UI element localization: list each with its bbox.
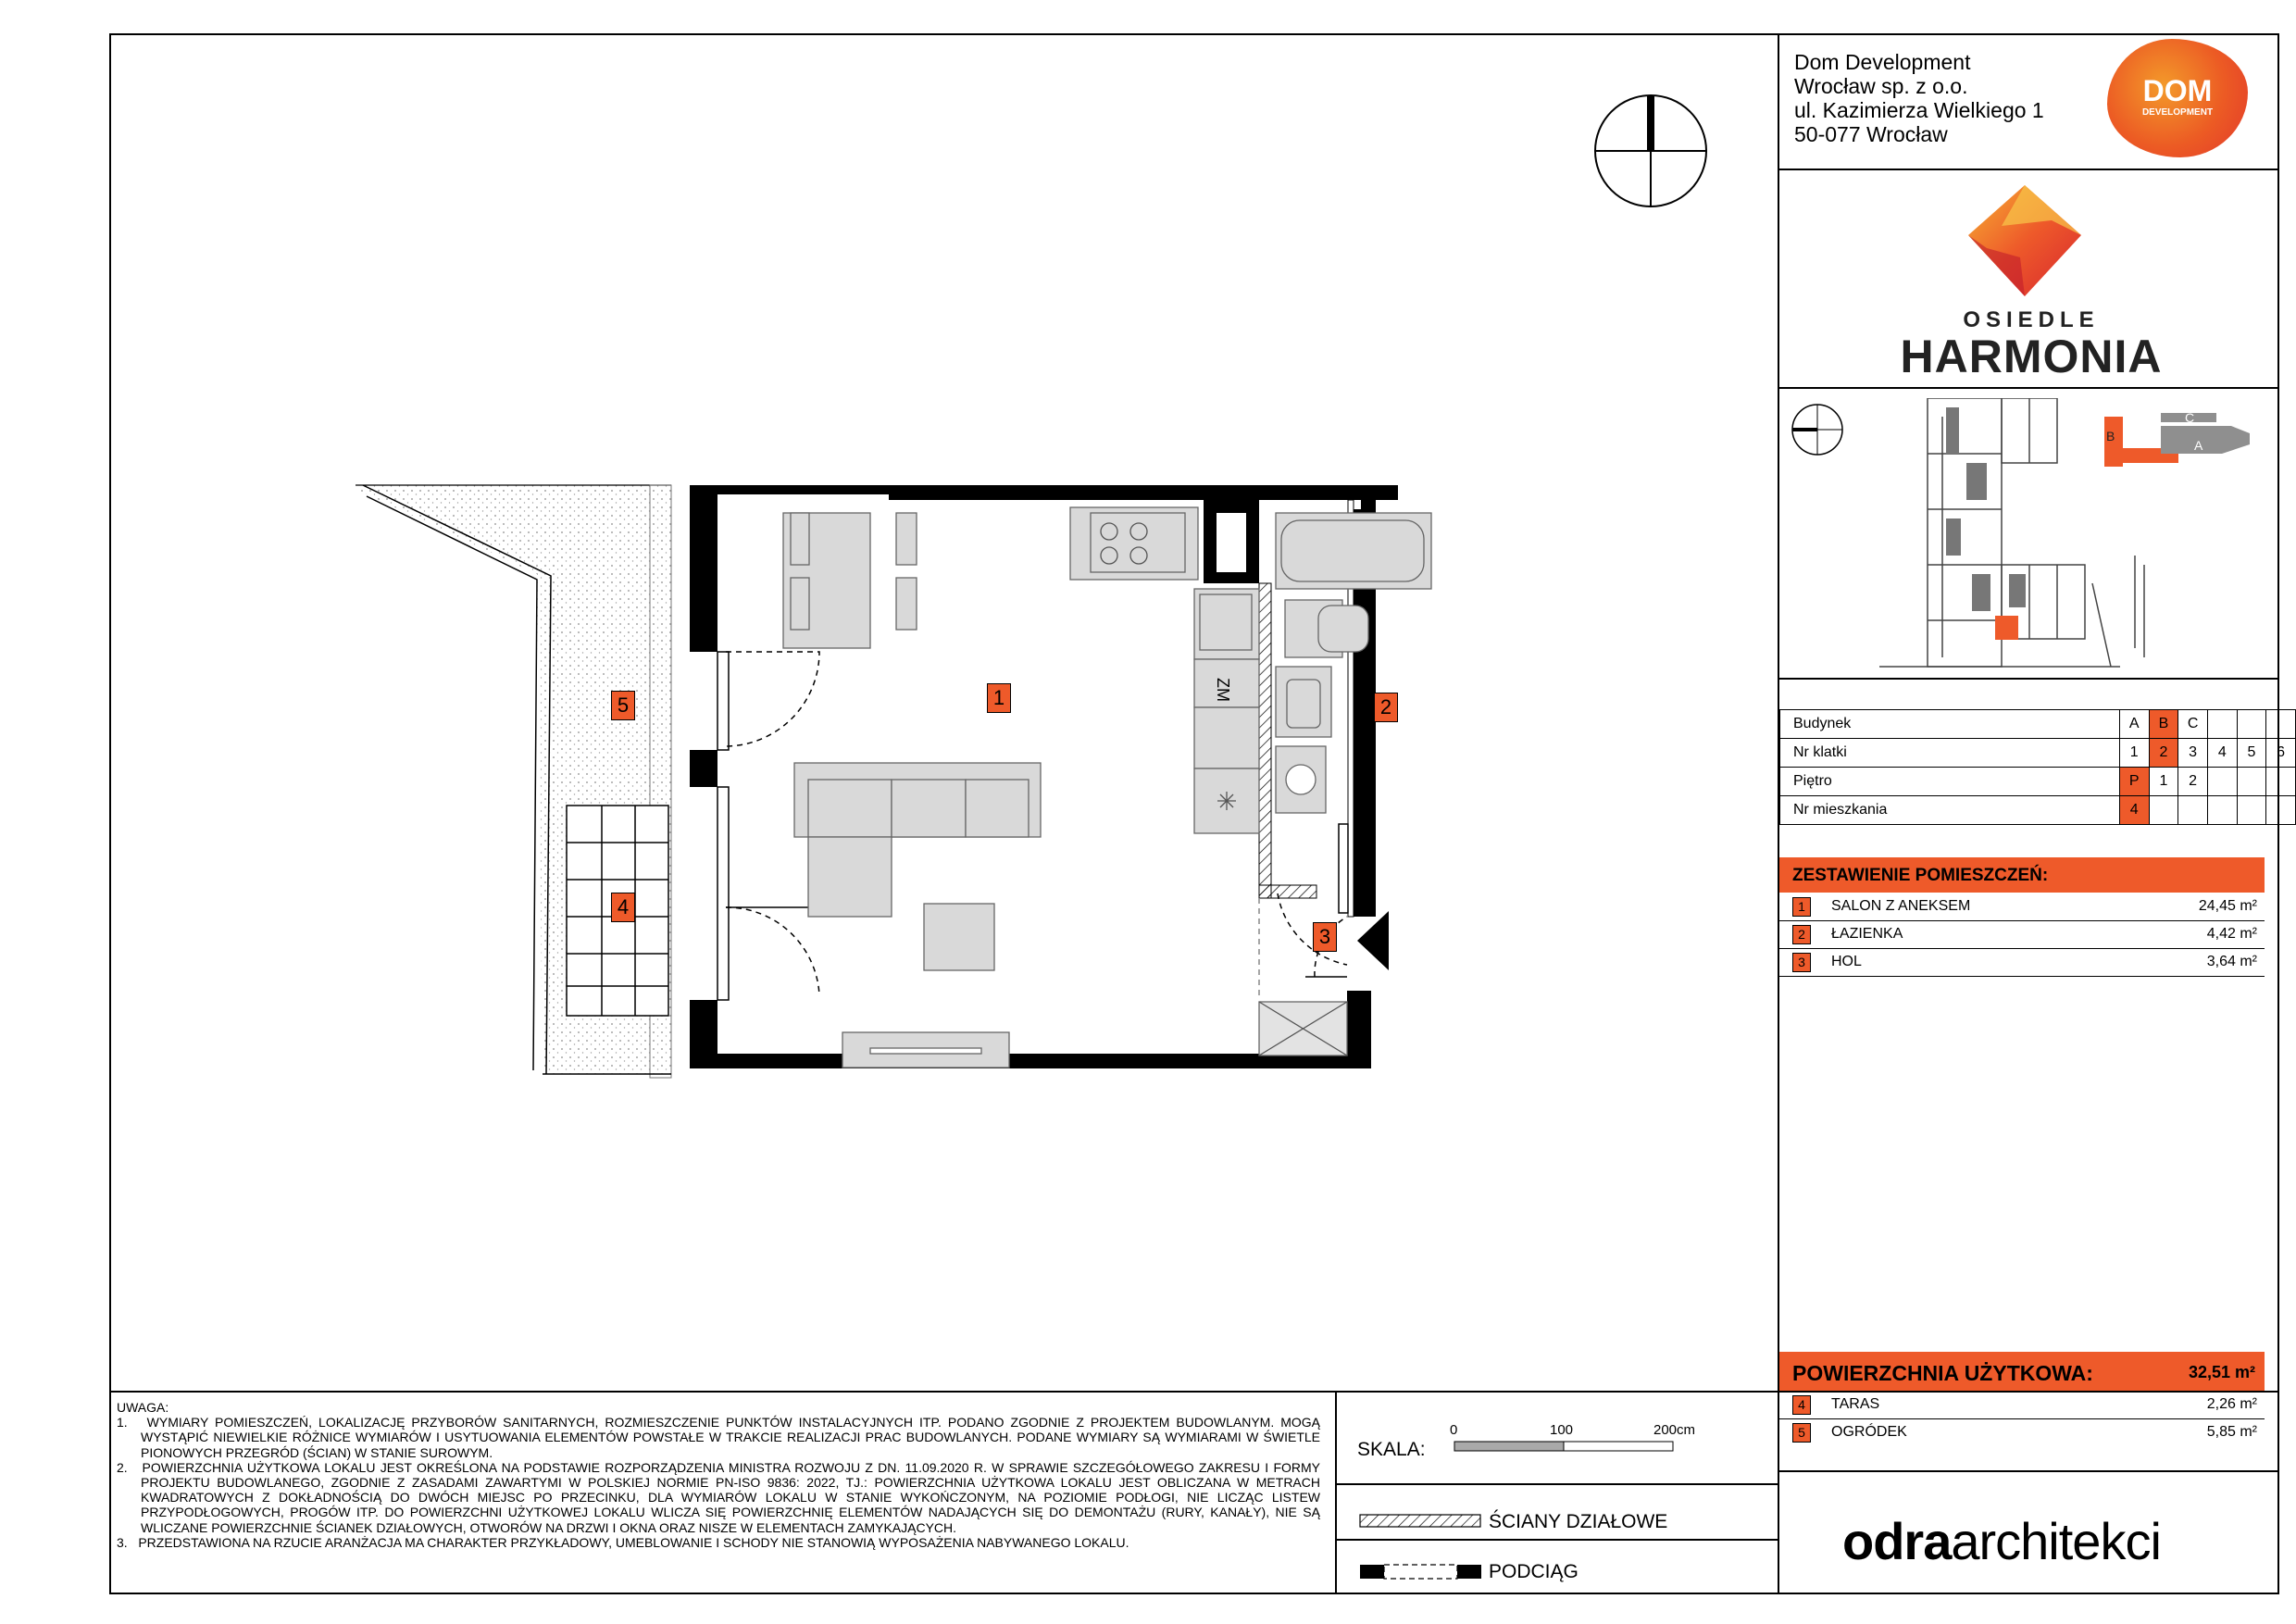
harmonia-logo-icon	[1965, 183, 2085, 300]
rooms-header-text: ZESTAWIENIE POMIESZCZEŃ:	[1792, 866, 2049, 885]
architect-logo-light: architekci	[1951, 1512, 2161, 1570]
room-area: 24,45 m²	[2198, 898, 2257, 914]
selector-row-floor	[1780, 768, 2296, 796]
selector-cell: 1	[2149, 768, 2178, 796]
selector-cell: 5	[2237, 739, 2266, 768]
selector-label: Nr klatki	[1780, 739, 2120, 768]
selector-cell	[2149, 796, 2178, 825]
selector-cell	[2207, 710, 2237, 739]
selector-cell: 3	[2178, 739, 2208, 768]
scale-bar	[1454, 1441, 1676, 1454]
company-city: 50-077 Wrocław	[1794, 122, 1948, 146]
extra-row	[1779, 1418, 2265, 1446]
sidebar-line-keyplan	[1778, 678, 2279, 680]
entrance-arrow-icon	[1357, 911, 1389, 970]
key-plan-north-arrow-icon	[1792, 405, 1842, 455]
key-plan-label-b: B	[2106, 429, 2115, 443]
selector-cell	[2178, 796, 2208, 825]
selector-cell-active: 4	[2119, 796, 2149, 825]
floor-plan	[352, 472, 1500, 1120]
selector-cell: A	[2119, 710, 2149, 739]
selector-cell	[2266, 796, 2296, 825]
key-plan	[1787, 398, 2268, 676]
scale-tick-100: 100	[1550, 1422, 1574, 1438]
sidebar-line-company	[1778, 169, 2279, 170]
legend-walls-label: ŚCIANY DZIAŁOWE	[1489, 1511, 1668, 1532]
room-name: ŁAZIENKA	[1831, 926, 1903, 942]
plan-zm-label: ZM	[1214, 678, 1232, 702]
sidebar-line-extra	[1778, 1470, 2279, 1472]
architect-logo	[1842, 1511, 2161, 1571]
selector-cell-active: 2	[2149, 739, 2178, 768]
scale-legend-divider	[1335, 1483, 1779, 1485]
selector-cell	[2207, 796, 2237, 825]
rooms-header	[1779, 857, 2265, 893]
room-name: SALON Z ANEKSEM	[1831, 898, 1971, 914]
selector-cell	[2237, 796, 2266, 825]
selector-cell: C	[2178, 710, 2208, 739]
selector-cell	[2237, 710, 2266, 739]
selector-row-staircase	[1780, 739, 2296, 768]
scale-tick-0: 0	[1450, 1422, 1458, 1438]
selector-row-building	[1780, 710, 2296, 739]
selector-label: Nr mieszkania	[1780, 796, 2120, 825]
selector-label: Piętro	[1780, 768, 2120, 796]
furniture	[783, 507, 1431, 1068]
usable-area-label: POWIERZCHNIA UŻYTKOWA:	[1792, 1361, 2093, 1385]
company-street: ul. Kazimierza Wielkiego 1	[1794, 98, 2044, 122]
north-arrow-icon	[1591, 91, 1711, 211]
extra-row	[1779, 1391, 2265, 1419]
note-item: 3. PRZEDSTAWIONA NA RZUCIE ARANŻACJA MA CHARAKTER PRZYKŁADOWY, UMEBLOWANIE I SCHODY NIE STANOWIĄ WYPOSAŻENIA NABYWANEGO LOKALU.	[117, 1534, 1129, 1550]
plan-tag-4: 4	[611, 893, 635, 922]
selector-cell	[2237, 768, 2266, 796]
selector-cell: 2	[2178, 768, 2208, 796]
note-item: 1. WYMIARY POMIESZCZEŃ, LOKALIZACJĘ PRZYBORÓW SANITARNYCH, ROZMIESZCZENIE PUNKTÓW INSTALACYJNYCH ITP. PODANO ZGODNIE Z PROJEKTEM BUDOWLANYM. MOGĄ WYSTĄPIĆ NIEWIELKIE RÓŻNICE WYMIARÓW I USYTUOWANIA ELEMENTÓW POWSTAŁE W TRAKCIE REALIZACJI PRAC BUDOWLANYCH. PODANE WYMIARY SĄ WYMIARAMI W ŚWIETLE PIONOWYCH PRZEGRÓD (ŚCIAN) W STANIE SUROWYM.	[117, 1415, 1320, 1460]
selector-cell	[2266, 710, 2296, 739]
notes-block	[117, 1400, 1320, 1550]
selector-label: Budynek	[1780, 710, 2120, 739]
beam-legend-icon	[1359, 1563, 1483, 1581]
usable-area-bar	[1779, 1352, 2265, 1391]
room-area: 3,64 m²	[2206, 954, 2257, 969]
scale-tick-200: 200cm	[1653, 1422, 1696, 1438]
extra-area: 2,26 m²	[2206, 1396, 2257, 1412]
notes-divider	[109, 1391, 1779, 1393]
dom-development-logo	[2107, 39, 2248, 157]
architect-logo-bold: odra	[1842, 1512, 1952, 1570]
extra-name: TARAS	[1831, 1396, 1880, 1412]
key-plan-label-c: C	[2185, 410, 2195, 425]
company-name: Dom Development	[1794, 50, 1971, 74]
partition-wall-legend-icon	[1359, 1513, 1483, 1530]
project-name-small: OSIEDLE	[1963, 307, 2100, 332]
company-line2: Wrocław sp. z o.o.	[1794, 74, 1968, 98]
selector-cell: 6	[2266, 739, 2296, 768]
selector-cell: 4	[2207, 739, 2237, 768]
legend-beam-label: PODCIĄG	[1489, 1561, 1578, 1582]
room-area: 4,42 m²	[2206, 926, 2257, 942]
plan-tag-1: 1	[987, 683, 1011, 713]
logo-subtext: DEVELOPMENT	[2141, 107, 2214, 118]
selector-cell-active: P	[2119, 768, 2149, 796]
extra-num: 5	[1792, 1423, 1811, 1443]
selector-cell: 1	[2119, 739, 2149, 768]
notes-title: UWAGA:	[117, 1400, 169, 1415]
selector-cell	[2207, 768, 2237, 796]
selector-row-apartment	[1780, 796, 2296, 825]
company-address	[1794, 50, 2044, 146]
plan-tag-3: 3	[1313, 922, 1337, 952]
project-name-big: HARMONIA	[1900, 331, 2163, 382]
usable-area-value: 32,51 m²	[2188, 1363, 2255, 1381]
logo-text: DOM	[2142, 74, 2213, 107]
note-item: 2. POWIERZCHNIA UŻYTKOWA LOKALU JEST OKREŚLONA NA PODSTAWIE ROZPORZĄDZENIA MINISTRA ROZWOJU Z DN. 11.09.2020 R. W SPRAWIE SZCZEGÓŁOWEGO ZAKRESU I FORMY PROJEKTU BUDOWLANEGO, ZGODNIE Z ZASADAMI ZAWARTYMI W POLSKIEJ NORMIE PN-ISO 9836: 2022, TJ.: POWIERZCHNIA UŻYTKOWA LOKALU JEST OBLICZANA W METRACH KWADRATOWYCH Z DOKŁADNOŚCIĄ DO DWÓCH MIEJSC PO PRZECINKU, DLA WYMIARÓW LOKALU W STANIE WYKOŃCZONYM, NA POZIOMIE PODŁOGI, NIE LICZĄC LISTEW PRZYPODŁOGOWYCH, PROGÓW ITP. DO POWIERZCHNI UŻYTKOWEJ LOKALU WLICZA SIĘ POWIERZCHNIĘ ELEMENTÓW NADAJĄCYCH SIĘ DO DEMONTAŻU (RURY, KANAŁY), NIE SĄ WLICZANE POWIERZCHNIE ŚCIANEK DZIAŁOWYCH, OTWORÓW NA DRZWI I OKNA ORAZ NISZE W ELEMENTACH ZAMYKAJĄCYCH.	[117, 1459, 1320, 1535]
legend-divider	[1335, 1539, 1779, 1541]
extra-name: OGRÓDEK	[1831, 1424, 1907, 1440]
extra-num: 4	[1792, 1395, 1811, 1415]
room-row	[1779, 893, 2265, 921]
selector-cell-active: B	[2149, 710, 2178, 739]
plan-tag-5: 5	[611, 691, 635, 720]
key-plan-label-a: A	[2194, 438, 2203, 453]
room-num: 3	[1792, 953, 1811, 972]
room-num: 1	[1792, 897, 1811, 917]
extra-area: 5,85 m²	[2206, 1424, 2257, 1440]
scale-divider	[1335, 1391, 1337, 1594]
plan-tag-2: 2	[1374, 693, 1398, 722]
room-name: HOL	[1831, 954, 1862, 969]
unit-selector-table	[1779, 709, 2296, 825]
sidebar-line-logo	[1778, 387, 2279, 389]
room-row	[1779, 948, 2265, 977]
scale-label: SKALA:	[1357, 1439, 1426, 1460]
room-row	[1779, 920, 2265, 949]
selector-cell	[2266, 768, 2296, 796]
room-num: 2	[1792, 925, 1811, 944]
